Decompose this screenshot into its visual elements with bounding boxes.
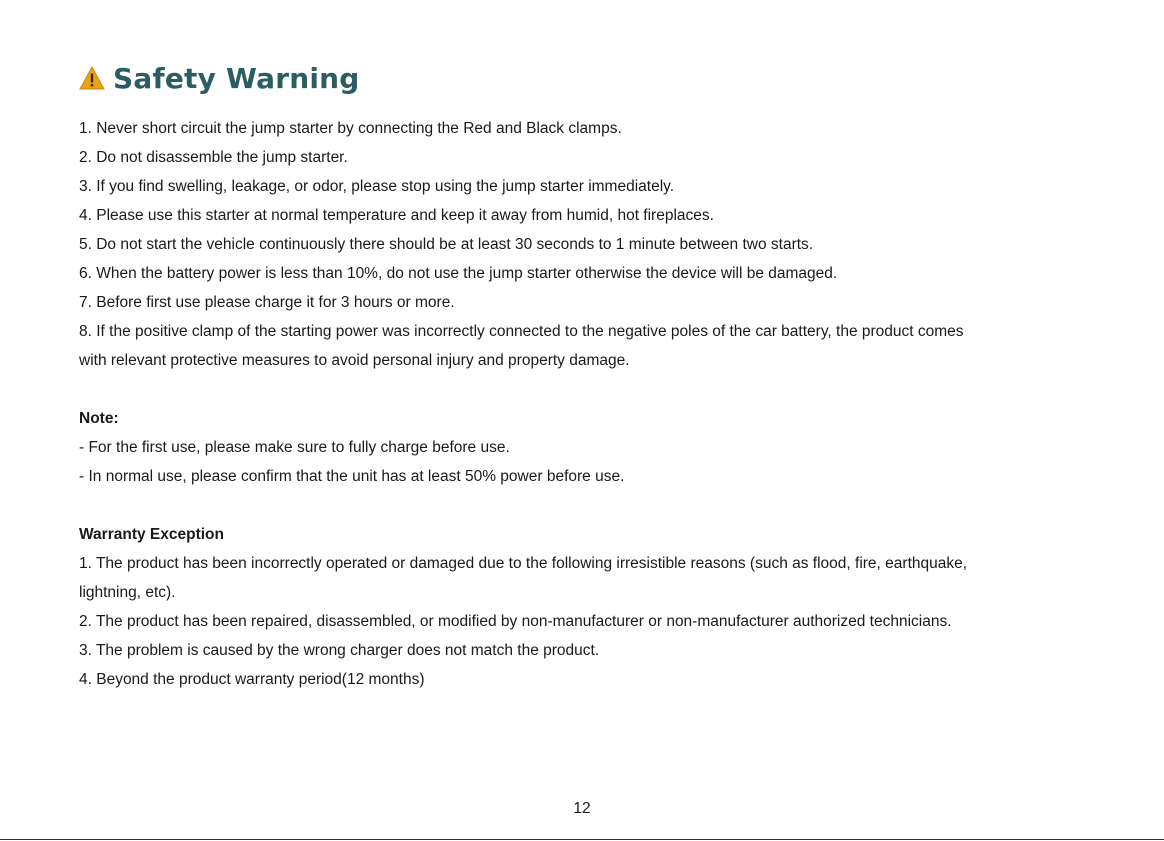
note-section [79,404,1119,491]
warranty-section [79,520,1119,694]
safety-item: 5. Do not start the vehicle continuously there should be at least 30 seconds to 1 minute between two starts. [79,236,814,253]
warranty-item: 4. Beyond the product warranty period(12 months) [79,671,425,688]
spacer [79,491,1119,520]
warranty-heading: Warranty Exception [79,526,224,543]
warning-triangle-icon [79,66,105,90]
title-row [79,58,1119,98]
safety-list [79,114,1119,375]
safety-item: 4. Please use this starter at normal temperature and keep it away from humid, hot fireplaces. [79,207,714,224]
spacer [79,375,1119,404]
warranty-item: 1. The product has been incorrectly operated or damaged due to the following irresistible reasons (such as flood, fire, earthquake, [79,555,968,572]
warranty-item: 3. The problem is caused by the wrong charger does not match the product. [79,642,600,659]
safety-item: 8. If the positive clamp of the starting power was incorrectly connected to the negative poles of the car battery, the product comes [79,323,964,340]
note-item: - For the first use, please make sure to fully charge before use. [79,439,510,456]
manual-page [79,58,1119,694]
safety-item: 2. Do not disassemble the jump starter. [79,149,348,166]
warranty-item: 2. The product has been repaired, disassembled, or modified by non-manufacturer or non-manufacturer authorized technicians. [79,613,952,630]
bottom-divider [0,839,1164,840]
note-item: - In normal use, please confirm that the unit has at least 50% power before use. [79,468,625,485]
safety-item-continued: with relevant protective measures to avoid personal injury and property damage. [79,352,630,369]
safety-item: 6. When the battery power is less than 10%, do not use the jump starter otherwise the device will be damaged. [79,265,838,282]
safety-item: 7. Before first use please charge it for 3 hours or more. [79,294,455,311]
warranty-item-continued: lightning, etc). [79,584,176,601]
note-heading: Note: [79,410,119,427]
safety-item: 3. If you find swelling, leakage, or odor, please stop using the jump starter immediately. [79,178,675,195]
page-number: 12 [573,800,591,817]
page-title: Safety Warning [113,61,360,95]
safety-item: 1. Never short circuit the jump starter by connecting the Red and Black clamps. [79,120,622,137]
